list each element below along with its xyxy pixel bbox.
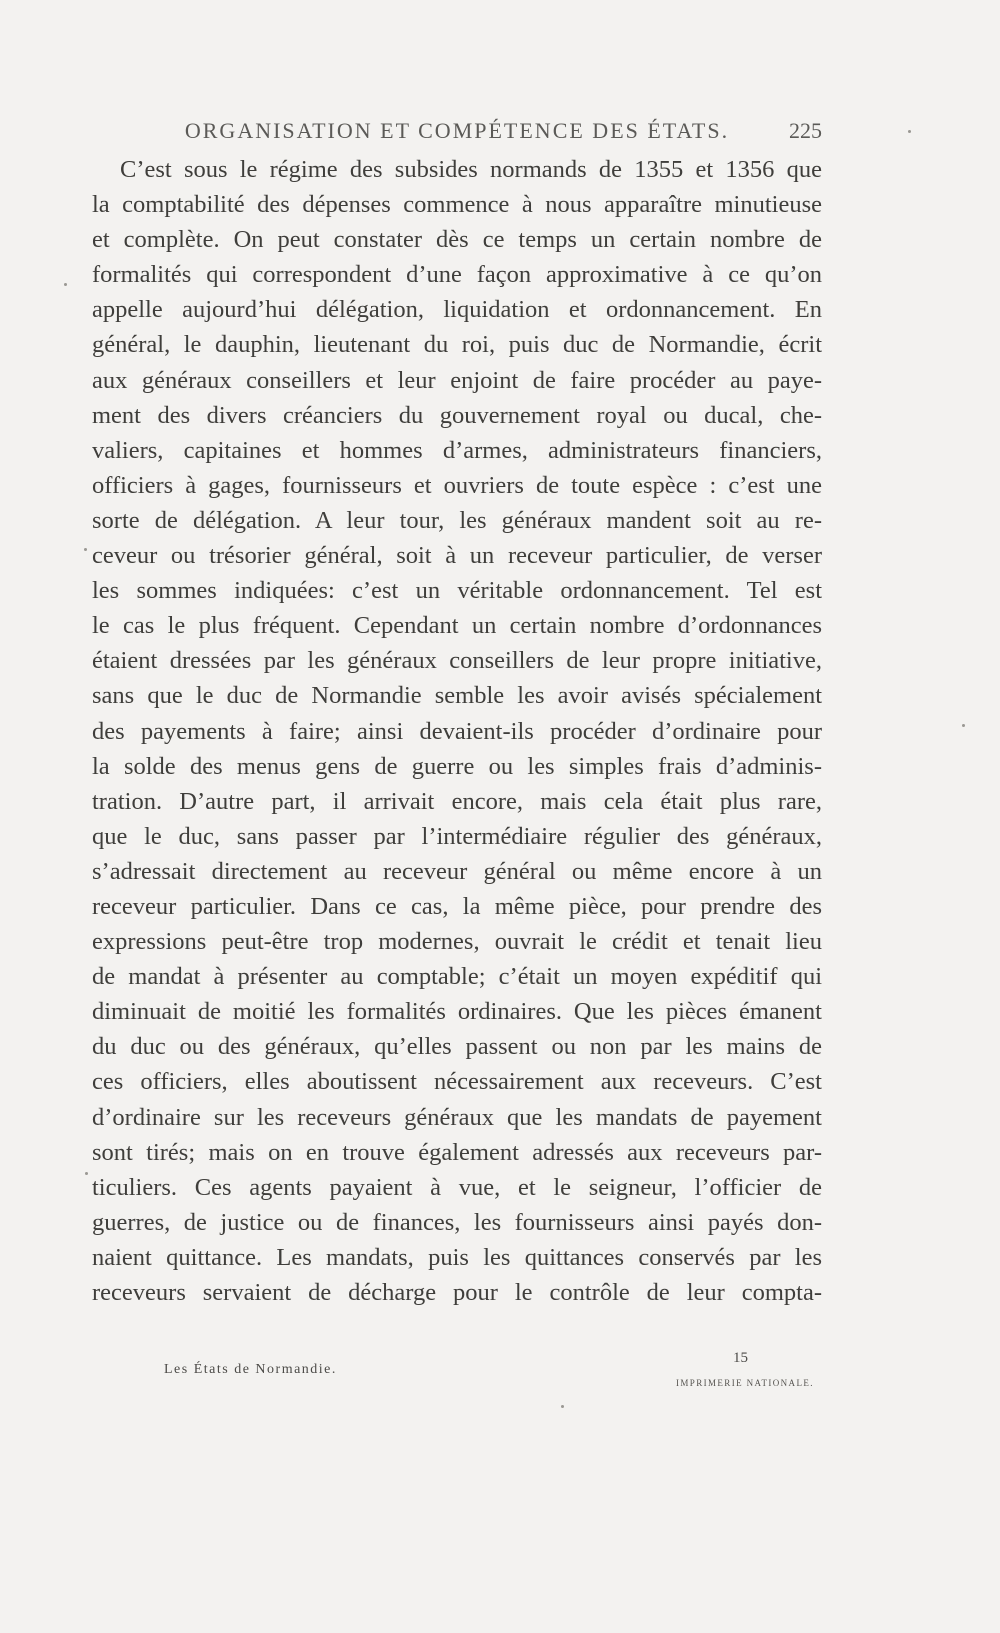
text-line: étaient dressées par les généraux conseillers de leur propre initiative, (92, 647, 822, 675)
text-line: guerres, de justice ou de finances, les fournisseurs ainsi payés don- (92, 1208, 822, 1236)
text-line: général, le dauphin, lieutenant du roi, puis duc de Normandie, écrit (92, 331, 822, 359)
text-line: expressions peut-être trop modernes, ouvrait le crédit et tenait lieu (92, 928, 822, 956)
body-text (92, 152, 822, 1310)
page-number: 225 (789, 118, 822, 143)
text-line: les sommes indiquées: c’est un véritable ordonnancement. Tel est (92, 577, 822, 605)
text-line: du duc ou des généraux, qu’elles passent ou non par les mains de (92, 1033, 822, 1061)
text-line: appelle aujourd’hui délégation, liquidation et ordonnancement. En (92, 296, 822, 324)
text-line: d’ordinaire sur les receveurs généraux que les mandats de payement (92, 1103, 822, 1131)
text-line: des payements à faire; ainsi devaient-ils procéder d’ordinaire pour (92, 717, 822, 745)
text-line: formalités qui correspondent d’une façon approximative à ce qu’on (92, 261, 822, 289)
text-line: le cas le plus fréquent. Cependant un certain nombre d’ordonnances (92, 612, 822, 640)
footer-signature-mark: 15 (733, 1350, 748, 1366)
paper-speck (962, 724, 965, 727)
paper-speck (84, 548, 87, 551)
footer-book-title: Les États de Normandie. (164, 1362, 337, 1377)
text-line: tration. D’autre part, il arrivait encore, mais cela était plus rare, (92, 787, 822, 815)
text-line: sorte de délégation. A leur tour, les généraux mandent soit au re- (92, 506, 822, 534)
text-line: valiers, capitaines et hommes d’armes, administrateurs financiers, (92, 436, 822, 464)
text-line: aux généraux conseillers et leur enjoint de faire procéder au paye- (92, 366, 822, 394)
text-line: C’est sous le régime des subsides normands de 1355 et 1356 que (120, 156, 822, 183)
running-title: ORGANISATION ET COMPÉTENCE DES ÉTATS. (184, 118, 730, 143)
paper-speck (561, 1405, 564, 1408)
text-line: naient quittance. Les mandats, puis les quittances conservés par les (92, 1243, 822, 1271)
paper-speck (85, 1172, 88, 1175)
text-line: diminuait de moitié les formalités ordinaires. Que les pièces émanent (92, 998, 822, 1026)
text-line: la solde des menus gens de guerre ou les simples frais d’adminis- (92, 752, 822, 780)
text-line: receveur particulier. Dans ce cas, la même pièce, pour prendre des (92, 892, 822, 920)
text-line: et complète. On peut constater dès ce temps un certain nombre de (92, 226, 822, 254)
text-line: receveurs servaient de décharge pour le contrôle de leur compta- (92, 1279, 822, 1306)
text-line: sans que le duc de Normandie semble les avoir avisés spécialement (92, 682, 822, 710)
text-line: ceveur ou trésorier général, soit à un receveur particulier, de verser (92, 542, 822, 570)
text-line: de mandat à présenter au comptable; c’était un moyen expéditif qui (92, 963, 822, 991)
text-line: officiers à gages, fournisseurs et ouvriers de toute espèce : c’est une (92, 471, 822, 499)
text-line: la comptabilité des dépenses commence à nous apparaître minutieuse (92, 191, 822, 219)
text-line: s’adressait directement au receveur général ou même encore à un (92, 857, 822, 885)
text-line: que le duc, sans passer par l’intermédiaire régulier des généraux, (92, 822, 822, 850)
text-line: ces officiers, elles aboutissent nécessairement aux receveurs. C’est (92, 1068, 822, 1096)
text-line: ticuliers. Ces agents payaient à vue, et le seigneur, l’officier de (92, 1173, 822, 1201)
text-line: sont tirés; mais on en trouve également adressés aux receveurs par- (92, 1138, 822, 1166)
paper-speck (908, 130, 911, 133)
running-head (92, 116, 822, 146)
paper-speck (64, 283, 67, 286)
text-line: ment des divers créanciers du gouvernement royal ou ducal, che- (92, 401, 822, 429)
footer-printer: IMPRIMERIE NATIONALE. (676, 1378, 814, 1388)
